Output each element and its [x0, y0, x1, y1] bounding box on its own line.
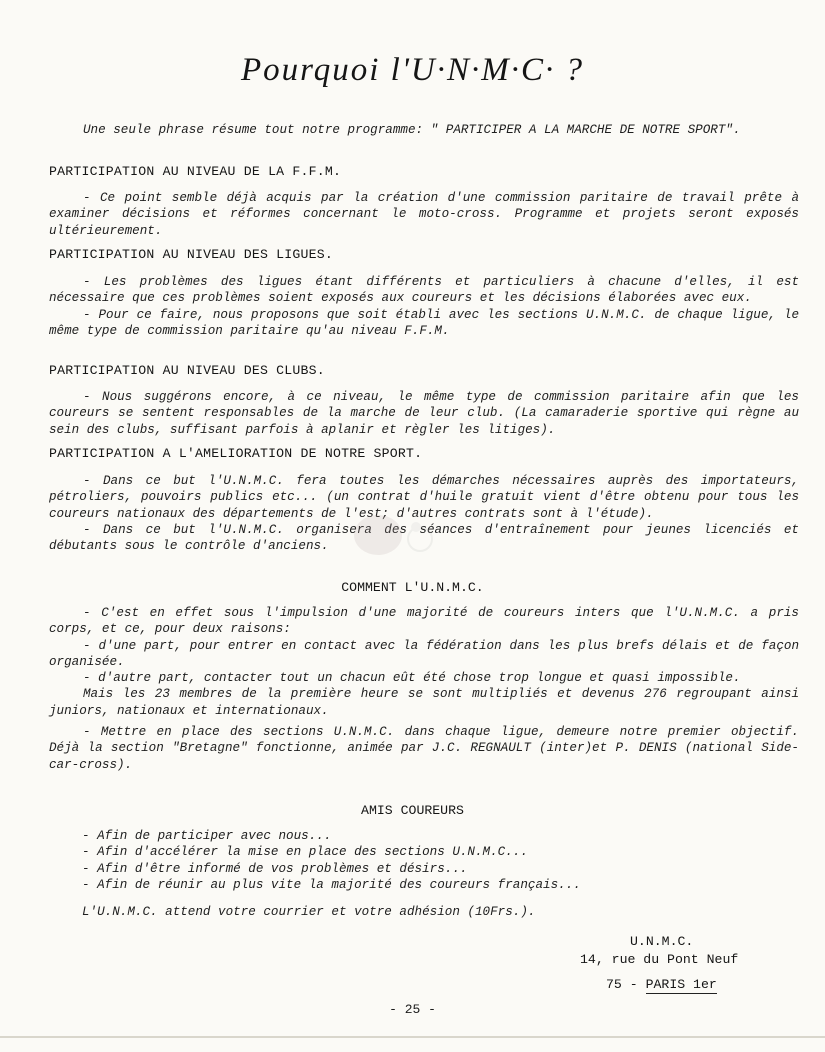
scan-edge-line — [0, 1036, 825, 1038]
list-item: - Afin d'accélérer la mise en place des sections U.N.M.C... — [82, 845, 528, 859]
page-number: - 25 - — [389, 1002, 436, 1017]
paragraph: - Mettre en place des sections U.N.M.C. dans chaque ligue, demeure notre premier objectif. Déjà la section "Bretagne" fonctionne, animée par J.C. REGNAULT (inter)et P. DENIS (national Side-car-cross). — [49, 725, 799, 772]
paragraph: - d'autre part, contacter tout un chacun eût été chose trop longue et quasi impossible. — [83, 671, 741, 686]
section-comment-body — [49, 605, 799, 773]
closing-line: L'U.N.M.C. attend votre courrier et votre adhésion (10Frs.). — [82, 905, 536, 919]
section-clubs-body — [49, 389, 799, 438]
heading-ligues: PARTICIPATION AU NIVEAU DES LIGUES. — [49, 247, 333, 262]
list-item: - Afin d'être informé de vos problèmes et désirs... — [82, 862, 468, 876]
address-postcode: 75 - — [606, 977, 646, 992]
watermark-logo-icon — [350, 505, 440, 565]
paragraph: - Ce point semble déjà acquis par la création d'une commission paritaire de travail prête à examiner décisions et réformes concernant le moto-cross. Programme et projets seront exposés ultérieurement. — [49, 191, 799, 238]
heading-amelioration: PARTICIPATION A L'AMELIORATION DE NOTRE SPORT. — [49, 446, 423, 461]
intro-block — [49, 122, 799, 138]
paragraph: - Dans ce but l'U.N.M.C. fera toutes les démarches nécessaires auprès des importateurs, pétroliers, pouvoirs publics etc... (un contrat d'huile gratuit vient d'être obtenu pour tous les coureurs nationaux des départements de l'est; d'autres contrats sont à l'étude). — [49, 474, 799, 521]
list-item: - Afin de réunir au plus vite la majorité des coureurs français... — [82, 878, 581, 892]
paragraph: - Les problèmes des ligues étant différents et particuliers à chacune d'elles, il est nécessaire que ces problèmes soient exposés aux coureurs et les décisions élaborées avec eux. — [49, 275, 799, 306]
address-city: PARIS 1er — [645, 977, 717, 992]
address-org: U.N.M.C. — [630, 934, 694, 949]
list-item: - Afin de participer avec nous... — [82, 829, 332, 843]
intro-paragraph: Une seule phrase résume tout notre programme: " PARTICIPER A LA MARCHE DE NOTRE SPORT". — [83, 123, 741, 137]
section-ffm-body — [49, 190, 799, 239]
paragraph: - Dans ce but l'U.N.M.C. organisera des séances d'entraînement pour jeunes licenciés et débutants sous le contrôle d'anciens. — [49, 522, 799, 554]
heading-comment: COMMENT L'U.N.M.C. — [341, 580, 484, 595]
heading-amis: AMIS COUREURS — [361, 803, 464, 818]
heading-ffm: PARTICIPATION AU NIVEAU DE LA F.F.M. — [49, 164, 342, 179]
paragraph: - Nous suggérons encore, à ce niveau, le même type de commission paritaire afin que les coureurs se sentent responsables de la marche de leur club. (La camaraderie sportive qui règne au sein des clubs, suffisant parfois à aplanir et règler les litiges). — [49, 390, 799, 437]
paragraph: - Pour ce faire, nous proposons que soit établi avec les sections U.N.M.C. de chaque ligue, le même type de commission paritaire qu'au niveau F.F.M. — [49, 307, 799, 338]
heading-clubs: PARTICIPATION AU NIVEAU DES CLUBS. — [49, 363, 325, 378]
paragraph: Mais les 23 membres de la première heure se sont multipliés et devenus 276 regroupant ainsi juniors, nationaux et internationaux. — [49, 687, 799, 718]
page-title: Pourquoi l'U·N·M·C· ? — [240, 52, 584, 88]
address-street: 14, rue du Pont Neuf — [580, 952, 739, 967]
paragraph: - d'une part, pour entrer en contact avec la fédération dans les plus brefs délais et de façon organisée. — [49, 638, 799, 669]
address-city-line — [606, 977, 717, 992]
paragraph: - C'est en effet sous l'impulsion d'une majorité de coureurs inters que l'U.N.M.C. a pris corps, et ce, pour deux raisons: — [49, 606, 799, 637]
section-ligues-body — [49, 274, 799, 339]
